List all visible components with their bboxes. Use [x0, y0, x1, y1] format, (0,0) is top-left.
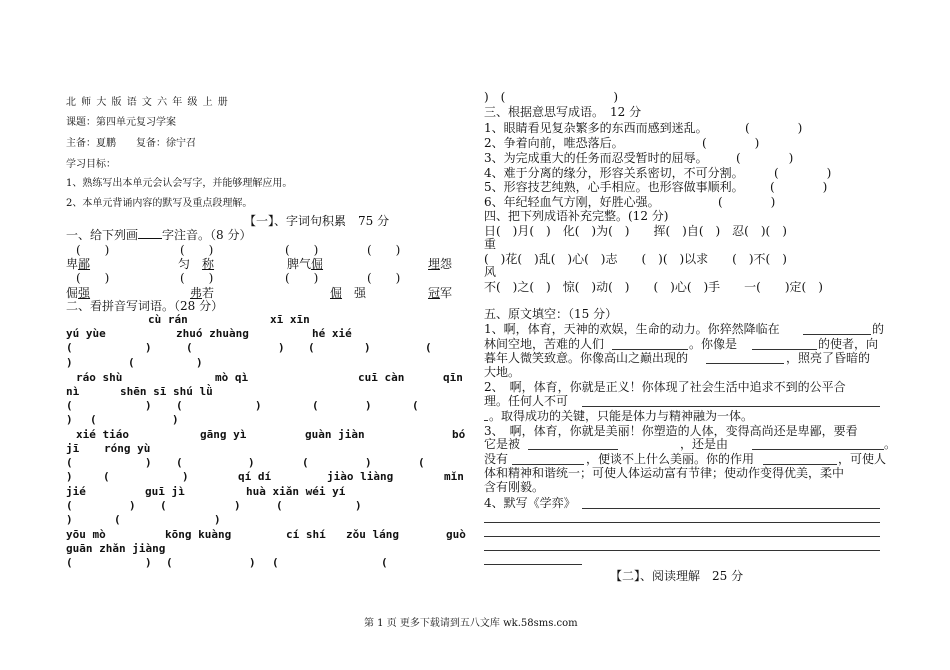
pinyin: xié tiáo	[76, 428, 129, 441]
pinyin: zhuó zhuàng	[176, 327, 249, 340]
pinyin: xī xīn	[270, 313, 310, 326]
word-item: 冠军	[428, 286, 453, 300]
pinyin: jié	[66, 485, 86, 498]
passage-line: ，还是由	[680, 437, 729, 451]
answer-paren[interactable]: (	[176, 399, 183, 412]
pinyin: jī	[66, 442, 80, 455]
answer-paren[interactable]: )	[365, 456, 372, 469]
passage-line: 林间空地，苦难的人们	[484, 337, 605, 351]
pinyin: cù rán	[148, 313, 188, 326]
passage-line: 3、 啊，体育，你就是美丽！你塑造的人体，变得高尚还是卑鄙，要看	[484, 424, 858, 438]
idiom-row[interactable]: 不( )之( ) 惊( )动( ) ( )心( )手 一( )定( )	[484, 280, 823, 294]
answer-paren[interactable]: (	[160, 499, 167, 512]
answer-bracket[interactable]: ( )	[367, 243, 401, 257]
pinyin: cuī càn	[358, 371, 405, 384]
doc-topic: 课题：第四单元复习学案	[66, 117, 176, 128]
answer-paren[interactable]: ( )	[702, 136, 760, 150]
answer-paren[interactable]: ( )	[718, 195, 776, 209]
answer-paren[interactable]: )	[248, 456, 255, 469]
passage-line: 的使者，向	[818, 337, 879, 351]
pinyin: guī jì	[145, 485, 185, 498]
answer-paren[interactable]: )	[355, 499, 362, 512]
q3-item: 4、难于分离的缘分，形容关系密切，不可分割。	[484, 166, 744, 180]
goal-heading: 学习目标：	[66, 159, 116, 170]
q5-prompt: 五、原文填空：（15 分）	[484, 307, 618, 321]
passage-line: 。你像是	[689, 337, 738, 351]
q3-item: 1、眼睛看见复杂繁多的东西而感到迷乱。	[484, 121, 708, 135]
passage-line: 的	[872, 322, 885, 336]
answer-paren[interactable]: )	[182, 470, 189, 483]
pinyin: gāng yì	[200, 428, 247, 441]
pinyin: róng yù	[104, 442, 151, 455]
answer-paren[interactable]: )	[249, 556, 256, 569]
pinyin: shēn sī shú lǜ	[120, 385, 213, 398]
pinyin: cí shí	[286, 528, 326, 541]
pinyin: huà xiǎn wéi yí	[246, 485, 346, 498]
word-item: 倔 强	[330, 286, 367, 300]
answer-paren[interactable]: )	[145, 399, 152, 412]
answer-bracket[interactable]: ( )	[367, 271, 401, 285]
pinyin: qí dí	[238, 470, 272, 483]
q3-item: 6、年纪轻血气方刚，好胜心强。	[484, 195, 660, 209]
passage-line: 含有刚毅。	[484, 480, 545, 494]
answer-bracket[interactable]: ( )	[180, 271, 214, 285]
answer-paren[interactable]: )	[364, 341, 371, 354]
word-item: 倔强	[66, 286, 91, 300]
answer-paren[interactable]: (	[66, 341, 73, 354]
answer-paren[interactable]: )	[145, 456, 152, 469]
answer-paren[interactable]: )	[214, 513, 221, 526]
q3-item: 2、争着向前，唯恐落后。	[484, 136, 624, 150]
answer-paren[interactable]: (	[166, 556, 173, 569]
doc-authors: 主备：夏鹏 复备：徐宁召	[66, 138, 196, 149]
word-item: 匀 称	[178, 257, 215, 271]
pinyin: jiào liàng	[327, 470, 394, 483]
answer-paren[interactable]: (	[66, 456, 73, 469]
answer-paren[interactable]: (	[114, 513, 121, 526]
answer-paren[interactable]: )	[255, 399, 262, 412]
answer-paren[interactable]: (	[312, 399, 319, 412]
answer-paren[interactable]: ( )	[770, 180, 828, 194]
pinyin: hé xié	[312, 327, 352, 340]
writing-line[interactable]	[484, 522, 880, 523]
answer-paren[interactable]: (	[381, 556, 388, 569]
passage-line: 它是被	[484, 437, 521, 451]
idiom-row[interactable]: 日( )月( ) 化( )为( ) 挥( )自( ) 忍( )( )	[484, 224, 787, 238]
pinyin: qīn	[443, 371, 463, 384]
passage-line: 。	[884, 437, 897, 451]
answer-paren-row[interactable]: ) ( )	[484, 90, 619, 104]
q2-prompt: 二、看拼音写词语。（28 分）	[66, 299, 224, 313]
answer-paren[interactable]: (	[66, 556, 73, 569]
pinyin: guàn jiàn	[305, 428, 365, 441]
word-item: 卑鄙	[66, 257, 91, 271]
passage-line: 1、啊，体育，天神的欢娱，生命的动力。你猝然降临在	[484, 322, 780, 336]
answer-paren[interactable]: )	[172, 413, 179, 426]
answer-paren[interactable]: (	[186, 341, 193, 354]
answer-paren[interactable]: )	[234, 499, 241, 512]
recite-prompt: 4、默写《学弈》	[484, 496, 576, 510]
passage-line: 。取得成功的关键，只能是体力与精神融为一体。	[489, 409, 754, 423]
q3-item: 3、为完成重大的任务而忍受暂时的屈辱。	[484, 151, 708, 165]
pinyin: mò qì	[215, 371, 249, 384]
pinyin: guān zhǎn jiàng	[66, 542, 166, 555]
writing-line[interactable]	[484, 536, 880, 537]
answer-paren[interactable]: )	[66, 470, 73, 483]
passage-line: 大地。	[484, 365, 521, 379]
passage-line: 没有	[484, 452, 509, 466]
fill-blank[interactable]	[484, 420, 488, 421]
answer-paren[interactable]: (	[128, 356, 135, 369]
pinyin: zǒu láng	[346, 528, 399, 541]
pinyin: bó	[452, 428, 466, 441]
answer-paren[interactable]: (	[66, 399, 73, 412]
pinyin: guò	[446, 528, 466, 541]
fill-blank[interactable]	[706, 363, 784, 364]
writing-line[interactable]	[484, 564, 582, 565]
answer-paren[interactable]: (	[90, 413, 97, 426]
q4-prompt: 四、把下列成语补充完整。(12 分)	[484, 209, 669, 223]
section-1-heading: 【一】、字词句积累 75 分	[244, 214, 390, 228]
word-item: 脾气倔	[287, 257, 324, 271]
pinyin: yōu mò	[66, 528, 106, 541]
answer-paren[interactable]: )	[145, 556, 152, 569]
passage-line: ，便谈不上什么美丽。你的作用	[586, 452, 755, 466]
answer-paren[interactable]: ( )	[774, 166, 832, 180]
answer-paren[interactable]: (	[425, 341, 432, 354]
answer-bracket[interactable]: ( )	[180, 243, 214, 257]
pinyin: mǐn	[444, 470, 464, 483]
word-item: 弗若	[190, 286, 215, 300]
pinyin: yú yùe	[66, 327, 106, 340]
pinyin: ráo shù	[76, 371, 123, 384]
writing-line[interactable]	[582, 508, 880, 509]
answer-paren[interactable]: )	[365, 399, 372, 412]
answer-paren[interactable]: (	[412, 399, 419, 412]
answer-paren[interactable]: (	[302, 456, 309, 469]
passage-line: 2、 啊，体育，你就是正义！你体现了社会生活中追求不到的公平合	[484, 380, 846, 394]
answer-paren[interactable]: (	[418, 456, 425, 469]
answer-paren[interactable]: ( )	[745, 121, 803, 135]
answer-paren[interactable]: (	[176, 456, 183, 469]
pinyin: kōng kuàng	[165, 528, 232, 541]
section-2-heading: 【二】、阅读理解 25 分	[610, 569, 744, 583]
q3-item: 5、形容技艺纯熟，心手相应。也形容做事顺利。	[484, 180, 744, 194]
answer-paren[interactable]: )	[196, 356, 203, 369]
q1-prompt: 一、给下列画 字注音。（8 分）	[66, 228, 252, 242]
idiom-row: 重	[484, 237, 497, 251]
answer-paren[interactable]: )	[278, 341, 285, 354]
pinyin: nì	[66, 385, 80, 398]
idiom-row: 风	[484, 265, 497, 279]
q3-prompt: 三、根据意思写成语。 12 分	[484, 105, 642, 119]
passage-line: ，可使人	[838, 452, 887, 466]
goal-1: 1、熟练写出本单元会认会写字，并能够理解应用。	[66, 178, 293, 189]
writing-line[interactable]	[484, 550, 880, 551]
passage-line: 理。任何人不可	[484, 394, 569, 408]
answer-paren[interactable]: (	[272, 556, 279, 569]
passage-line: 暮年人微笑致意。你像高山之巅出现的	[484, 351, 689, 365]
answer-bracket[interactable]: ( )	[76, 243, 110, 257]
answer-paren[interactable]: )	[129, 499, 136, 512]
answer-bracket[interactable]: ( )	[285, 243, 319, 257]
idiom-row[interactable]: ( )花( )乱( )心( )志 ( )( )以求 ( )不( )	[484, 252, 787, 266]
word-item: 埋怨	[428, 257, 453, 271]
answer-paren[interactable]: (	[66, 499, 73, 512]
answer-paren[interactable]: (	[103, 470, 110, 483]
passage-line: 体和精神和谐统一；可使人体运动富有节律；使动作变得优美，柔中	[484, 466, 845, 480]
page-footer: 第 1 页 更多下载请到五八文库 wk.58sms.com	[364, 618, 578, 629]
answer-paren[interactable]: )	[66, 413, 73, 426]
answer-paren[interactable]: (	[308, 341, 315, 354]
answer-paren[interactable]: )	[66, 513, 73, 526]
passage-line: ，照亮了昏暗的	[786, 351, 871, 365]
answer-paren[interactable]: )	[66, 356, 73, 369]
answer-bracket[interactable]: ( )	[76, 271, 110, 285]
goal-2: 2、本单元背诵内容的默写及重点段理解。	[66, 198, 253, 209]
answer-bracket[interactable]: ( )	[285, 271, 319, 285]
doc-title: 北 师 大 版 语 文 六 年 级 上 册	[66, 97, 229, 108]
answer-paren[interactable]: (	[276, 499, 283, 512]
answer-paren[interactable]: )	[145, 341, 152, 354]
answer-paren[interactable]: ( )	[736, 151, 794, 165]
